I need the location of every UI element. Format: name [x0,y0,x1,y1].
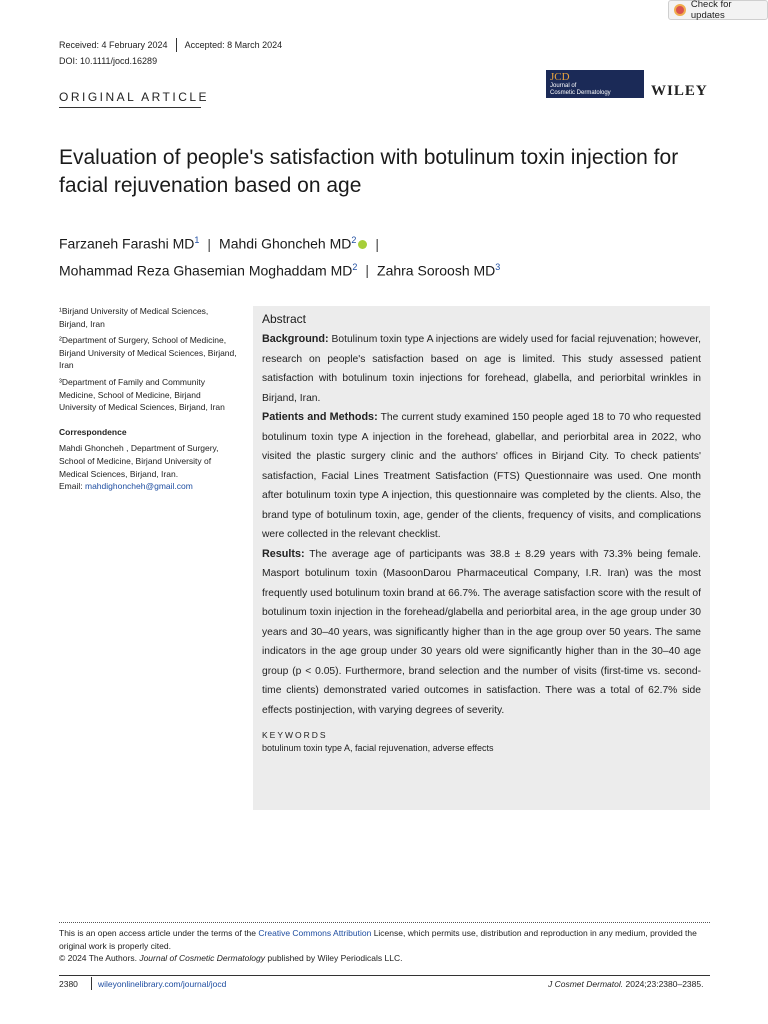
journal-abbr: JCD [550,71,570,83]
abstract-results [262,545,701,721]
license-notice [59,927,719,952]
keywords-heading: KEYWORDS [262,730,328,740]
article-type: ORIGINAL ARTICLE [59,90,210,104]
correspondence-text: Mahdi Ghoncheh , Department of Surgery, School of Medicine, Birjand University of Medical Sciences, Birjand, Iran. [59,443,219,479]
affiliation-ref[interactable]: 2 [352,261,358,272]
affiliation-ref[interactable]: 2 [351,235,357,245]
affiliation-item: ³Department of Family and Community Medicine, School of Medicine, Birjand University of Medical Sciences, Birjand, Iran [59,376,225,413]
author-name[interactable]: Mahdi Ghoncheh MD [219,235,352,252]
check-updates-label: Check for updates [690,0,732,21]
dates-line [59,38,282,52]
copyright [59,953,402,963]
abstract-background [262,330,701,408]
copyright-text: published by Wiley Periodicals LLC. [267,953,403,963]
abstract-heading: Abstract [262,312,307,326]
doi: DOI: 10.1111/jocd.16289 [59,56,158,66]
check-for-updates-button[interactable] [668,0,768,20]
copyright-journal: Journal of Cosmetic Dermatology [139,953,265,963]
publisher-logo[interactable]: WILEY [651,83,708,99]
divider [59,975,710,976]
accepted-date: Accepted: 8 March 2024 [184,40,283,50]
affiliation-ref[interactable]: 3 [495,261,501,272]
section-text: The current study examined 150 people aged 18 to 70 who requested botulinum toxin type A injection in the forehead, glabellar, and periorbital area in 2022, who visited the plastic surgery clinic and the authors' offices in Birjand City. To check patients' satisfaction, Facial Lines Treatment Satisfaction (FTS) Questionnaire was used. One month after botulinum toxin type A injection, this questionnaire was completed by the clients. Also, the brand type of botulinum toxin, age, gender of the clients, frequency of visits, and complications were collected in the relevant checklist. [262,412,701,540]
email-link[interactable]: mahdighoncheh@gmail.com [85,481,193,492]
author-separator: | [365,262,370,279]
journal-logo[interactable] [546,70,644,98]
license-text: License, which permits use, distribution and reproduction in any medium, provided the original work is properly cited. [59,928,697,951]
page-number: 2380 [59,979,78,989]
crossmark-icon [674,4,686,16]
license-text: This is an open access article under the terms of the [59,928,257,938]
section-label: Patients and Methods: [262,411,378,423]
author-separator: | [375,235,379,252]
section-label: Background: [262,333,329,345]
received-date: Received: 4 February 2024 [59,40,168,50]
correspondence-heading: Correspondence [59,426,127,437]
divider [91,977,92,990]
orcid-icon[interactable] [358,240,367,249]
divider [59,107,201,108]
divider [176,38,177,52]
abstract-box [253,306,710,810]
journal-site-link[interactable]: wileyonlinelibrary.com/journal/jocd [98,979,227,989]
citation [548,979,703,989]
license-link[interactable]: Creative Commons Attribution [258,928,372,938]
correspondence-block [59,442,239,492]
copyright-text: © 2024 The Authors. [59,953,137,963]
abstract-methods [262,408,701,545]
section-text: The average age of participants was 38.8 ± 8.29 years with 73.3% being female. Masport botulinum toxin (MasoonDarou Pharmaceutical Company, I.R. Iran) was the most frequently used botulinum toxin brand at 66.7%. The average satisfaction score with the result of botulinum toxin injection in the forehead/glabella and periorbital area, in the age group under 30 years and 30–40 years, was significantly higher than in the age group over 50 years. The same indicators in the age group under 30 years old were significantly higher than in the 30–40 age group (p < 0.05). Furthermore, brand selection and the number of visits (first-time vs. second-time clients) demonstrated varied outcomes in satisfaction. There was a total of 62.7% side effects postinjection, with varying degrees of severity. [262,548,701,716]
author-name[interactable]: Farzaneh Farashi MD [59,235,195,252]
affiliation-ref[interactable]: 1 [194,235,200,245]
journal-name-line2: Cosmetic Dermatology [550,90,611,96]
divider [59,922,710,923]
keywords: botulinum toxin type A, facial rejuvenation, adverse effects [262,743,494,753]
section-text: Botulinum toxin type A injections are widely used for facial rejuvenation; however, research on people's satisfaction based on age is limited. This study assessed patient satisfaction with botulinum toxin injections for forehead, glabella, and periorbital wrinkles in Birjand, Iran. [262,334,701,404]
author-list [59,229,699,282]
email-label: Email: [59,481,83,492]
author-separator: | [207,235,212,252]
author-name[interactable]: Zahra Soroosh MD [377,262,496,279]
affiliations [59,305,239,497]
article-title: Evaluation of people's satisfaction with botulinum toxin injection for facial rejuvenation based on age [59,146,679,197]
citation-journal: J Cosmet Dermatol. [548,979,624,989]
affiliation-item: ¹Birjand University of Medical Sciences, Birjand, Iran [59,306,209,329]
author-name[interactable]: Mohammad Reza Ghasemian Moghaddam MD [59,262,353,279]
section-label: Results: [262,547,305,560]
citation-detail: 2024;23:2380–2385. [625,979,704,989]
affiliation-item: ²Department of Surgery, School of Medicine, Birjand University of Medical Sciences, Birjand, Iran [59,335,237,371]
journal-name-line1: Journal of [550,83,577,89]
